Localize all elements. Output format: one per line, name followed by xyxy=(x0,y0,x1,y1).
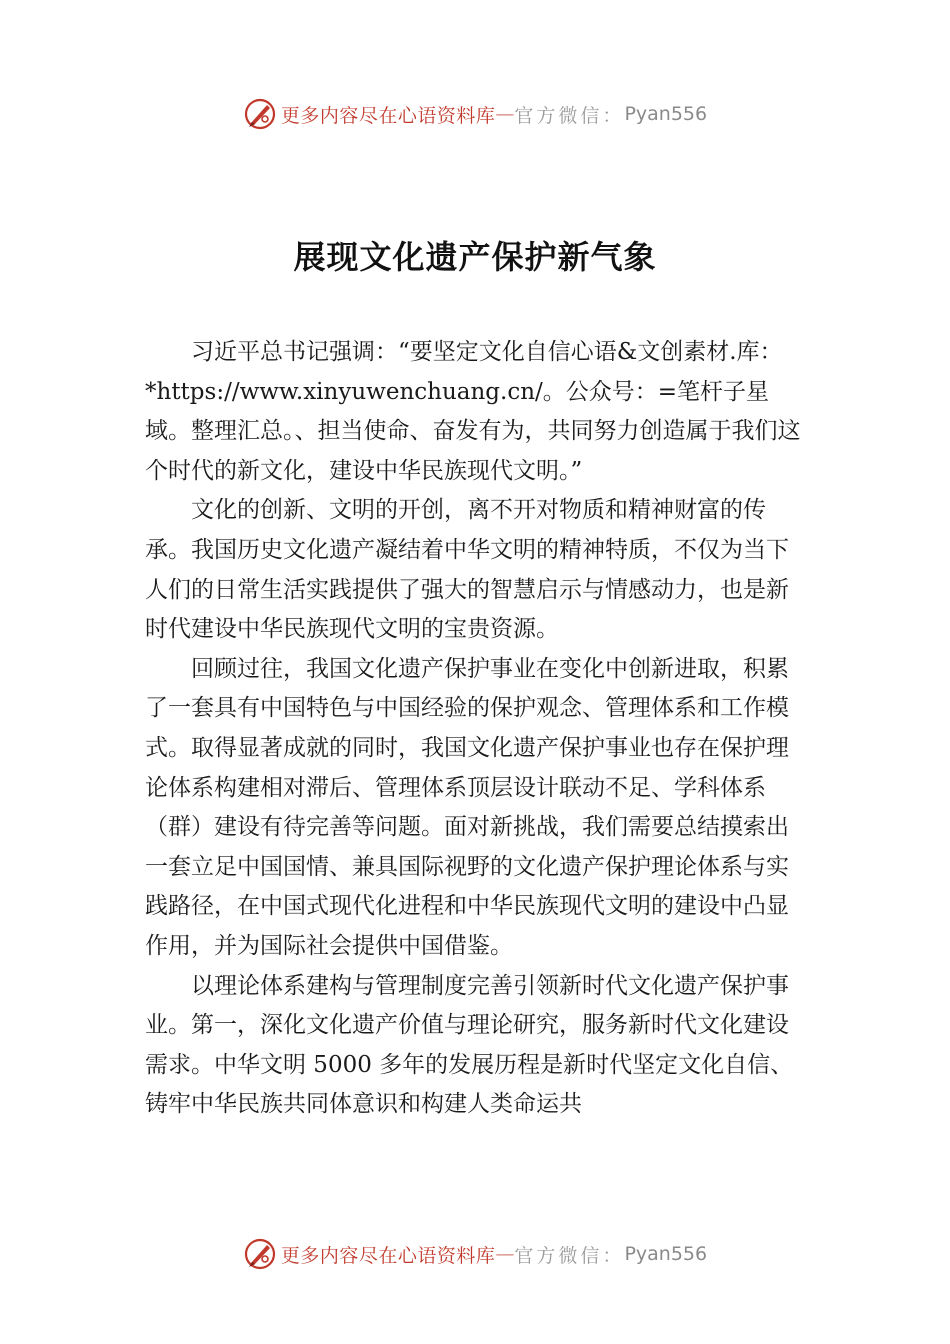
article-body xyxy=(145,333,807,1125)
banner-wechat-label: 官方微信： xyxy=(514,104,625,127)
banner-wechat-id: Pyan556 xyxy=(624,103,708,125)
banner-main-text: 更多内容尽在心语资料库 xyxy=(280,1244,496,1267)
paragraph-1: 习近平总书记强调：“要坚定文化自信心语&文创素材.库：*https://www.xinyuwenchuang.cn/。公众号：=笔杆子星域。整理汇总。、担当使命、奋发有为，共同努力创造属于我们这个时代的新文化，建设中华民族现代文明。” xyxy=(145,339,801,484)
quill-pen-logo-icon xyxy=(243,97,277,131)
paragraph-4: 以理论体系建构与管理制度完善引领新时代文化遗产保护事业。第一，深化文化遗产价值与理论研究，服务新时代文化建设需求。中华文明 5000 多年的发展历程是新时代坚定文化自信、铸牢中华民族共同体意识和构建人类命运共 xyxy=(145,972,794,1118)
banner-separator: — xyxy=(495,103,515,125)
footer-banner xyxy=(0,1234,950,1274)
banner-wechat-id: Pyan556 xyxy=(624,1243,708,1265)
banner-separator: — xyxy=(495,1243,515,1265)
page-title: 展现文化遗产保护新气象 xyxy=(293,238,657,277)
paragraph-2: 文化的创新、文明的开创，离不开对物质和精神财富的传承。我国历史文化遗产凝结着中华文明的精神特质，不仅为当下人们的日常生活实践提供了强大的智慧启示与情感动力，也是新时代建设中华民族现代文明的宝贵资源。 xyxy=(145,497,789,643)
paragraph-3: 回顾过往，我国文化遗产保护事业在变化中创新进取，积累了一套具有中国特色与中国经验的保护观念、管理体系和工作模式。取得显著成就的同时，我国文化遗产保护事业也存在保护理论体系构建相对滞后、管理体系顶层设计联动不足、学科体系（群）建设有待完善等问题。面对新挑战，我们需要总结摸索出一套立足中国国情、兼具国际视野的文化遗产保护理论体系与实践路径，在中国式现代化进程和中华民族现代文明的建设中凸显作用，并为国际社会提供中国借鉴。 xyxy=(145,655,789,959)
header-banner xyxy=(0,94,950,134)
quill-pen-logo-icon xyxy=(243,1237,277,1271)
banner-wechat-label: 官方微信： xyxy=(514,1244,625,1267)
banner-main-text: 更多内容尽在心语资料库 xyxy=(280,104,496,127)
